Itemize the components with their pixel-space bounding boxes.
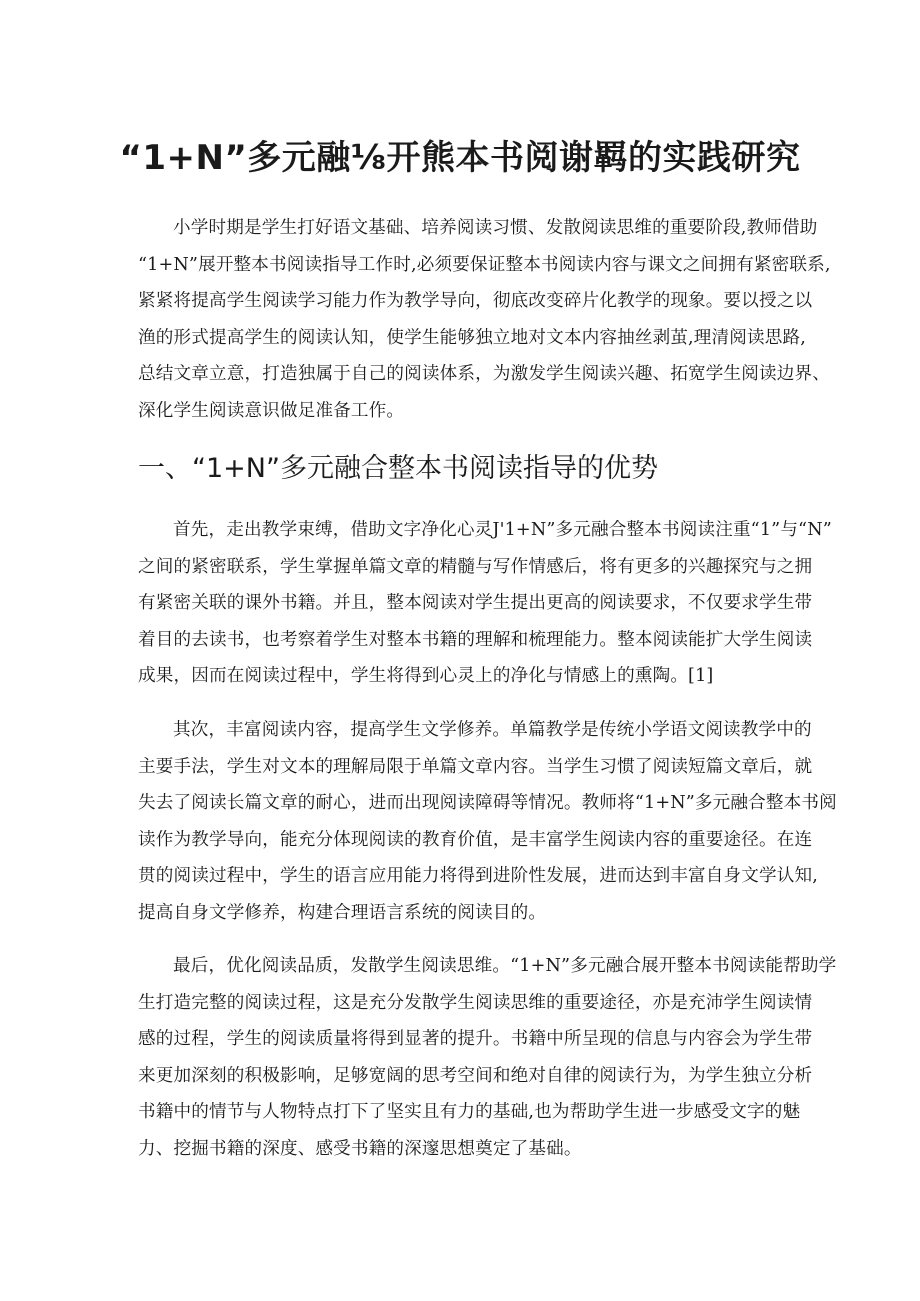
text-line: 深化学生阅读意识做足准备工作。 xyxy=(138,400,405,421)
text-line: 其次，丰富阅读内容，提高学生文学修养。单篇教学是传统小学语文阅读教学中的 xyxy=(173,720,812,740)
body-paragraph-first xyxy=(138,512,832,695)
text-line: 失去了阅读长篇文章的耐心，进而出现阅读障碍等情况。教师将“1+N”多元融合整本书阅 xyxy=(138,793,837,814)
text-line: 来更加深刻的积极影响，足够宽阔的思考空间和绝对自律的阅读行为，为学生独立分析 xyxy=(138,1065,813,1086)
text-line: 读作为教学导向，能充分体现阅读的教育价值，是丰富学生阅读内容的重要途径。在连 xyxy=(138,829,813,850)
text-line: 有紧密关联的课外书籍。并且，整本阅读对学生提出更高的阅读要求，不仅要求学生带 xyxy=(138,593,813,614)
text-line: 主要手法，学生对文本的理解局限于单篇文章内容。当学生习惯了阅读短篇文章后，就 xyxy=(138,756,813,777)
text-line: 总结文章立意，打造独属于自己的阅读体系，为激发学生阅读兴趣、拓宽学生阅读边界、 xyxy=(138,364,831,385)
text-line: 首先，走出教学束缚，借助文字净化心灵J'1+N”多元融合整本书阅读注重“1”与“N” xyxy=(173,520,832,540)
text-line: 小学时期是学生打好语文基础、培养阅读习惯、发散阅读思维的重要阶段,教师借助 xyxy=(173,218,818,238)
text-line: 成果，因而在阅读过程中，学生将得到心灵上的净化与情感上的熏陶。[1] xyxy=(138,666,714,687)
section-heading: 一、“1+N”多元融合整本书阅读指导的优势 xyxy=(138,453,658,484)
text-line: 生打造完整的阅读过程，这是充分发散学生阅读思维的重要途径，亦是充沛学生阅读情 xyxy=(138,992,813,1013)
text-line: 紧紧将提高学生阅读学习能力作为教学导向，彻底改变碎片化教学的现象。要以授之以 xyxy=(138,291,813,312)
text-line: 最后，优化阅读品质，发散学生阅读思维。“1+N”多元融合展开整本书阅读能帮助学 xyxy=(173,956,837,976)
text-line: 书籍中的情节与人物特点打下了坚实且有力的基础,也为帮助学生进一步感受文字的魅 xyxy=(138,1102,801,1123)
body-paragraph-second xyxy=(138,712,837,932)
text-line: “1+N”展开整本书阅读指导工作时,必须要保证整本书阅读内容与课文之间拥有紧密联系, xyxy=(138,254,831,275)
text-line: 之间的紧密联系，学生掌握单篇文章的精髓与写作情感后，将有更多的兴趣探究与之拥 xyxy=(138,556,813,577)
text-line: 力、挖掘书籍的深度、感受书籍的深邃思想奠定了基础。 xyxy=(138,1138,582,1159)
text-line: 感的过程，学生的阅读质量将得到显著的提升。书籍中所呈现的信息与内容会为学生带 xyxy=(138,1029,813,1050)
body-paragraph-third xyxy=(138,948,836,1168)
text-line: 贯的阅读过程中，学生的语言应用能力将得到进阶性发展，进而达到丰富自身文学认知, xyxy=(138,866,819,887)
text-line: 提高自身文学修养，构建合理语言系统的阅读目的。 xyxy=(138,902,547,923)
text-line: 着目的去读书，也考察着学生对整本书籍的理解和梳理能力。整本阅读能扩大学生阅读 xyxy=(138,629,813,650)
text-line: 渔的形式提高学生的阅读认知，使学生能够独立地对文本内容抽丝剥茧,理清阅读思路, xyxy=(138,327,807,348)
intro-paragraph xyxy=(138,210,831,430)
document-title: “1+N”多元融⅛开熊本书阅谢羁的实践研究 xyxy=(119,138,801,178)
